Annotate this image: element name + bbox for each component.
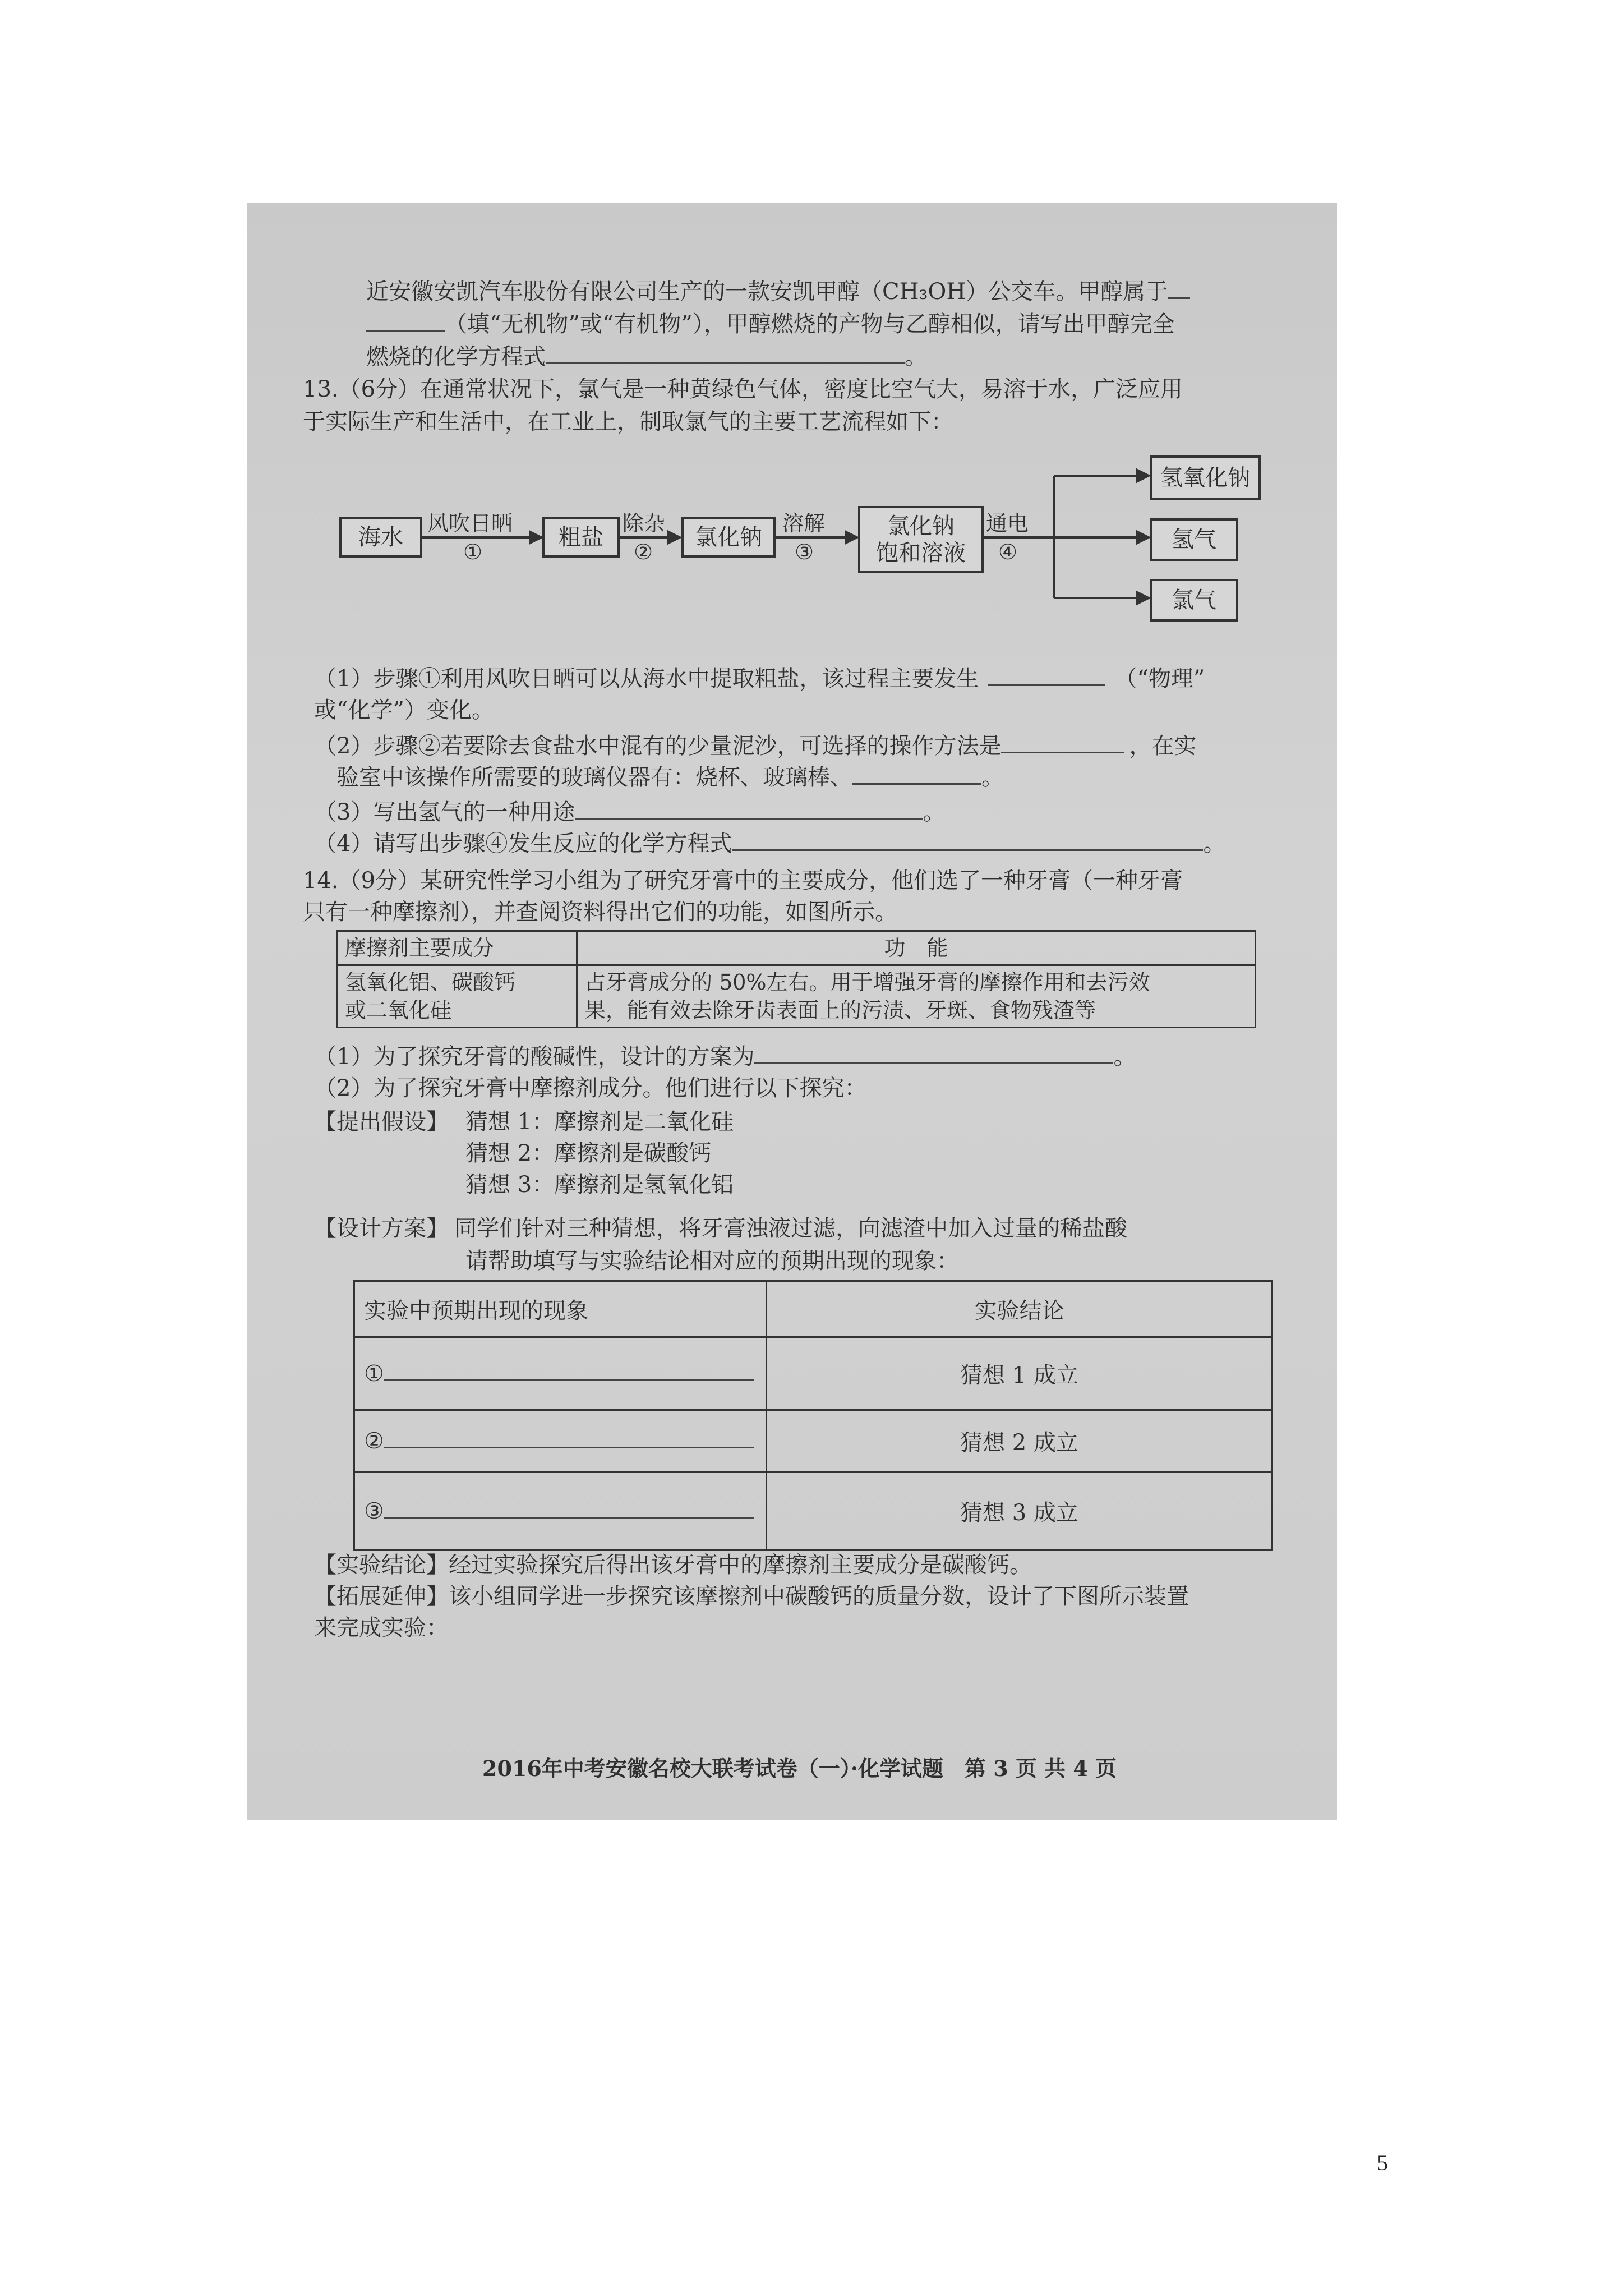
exam-footer: 2016年中考安徽名校大联考试卷（一）·化学试题 第 3 页 共 4 页 — [482, 1756, 1117, 1781]
design-tag: 【设计方案】 — [314, 1216, 449, 1241]
table-row — [354, 1472, 1272, 1550]
page-number: 5 — [1377, 2150, 1388, 2175]
q12-line2: （填“无机物”或“有机物”），甲醇燃烧的产物与乙醇相似，请写出甲醇完全 — [366, 309, 1175, 340]
q13-intro-1: 13.（6分）在通常状况下，氯气是一种黄绿色气体，密度比空气大，易溶于水，广泛应用 — [303, 376, 1183, 402]
exam-photo — [247, 203, 1337, 1820]
function-line1: 占牙膏成分的 50%左右。用于增强牙膏的摩擦作用和去污效 — [584, 970, 1150, 995]
q14-part2: （2）为了探究牙膏中摩擦剂成分。他们进行以下探究： — [314, 1075, 867, 1101]
flow-step3-num: ③ — [795, 540, 814, 564]
flow-box-chlorine: 氯气 — [1150, 579, 1238, 622]
flow-box-crude-salt: 粗盐 — [542, 517, 620, 558]
q13-part1: （1）步骤①利用风吹日晒可以从海水中提取粗盐，该过程主要发生 （“物理” — [314, 666, 1205, 692]
flow-step4-label: 通电 — [986, 511, 1029, 536]
q12-line1: 近安徽安凯汽车股份有限公司生产的一款安凯甲醇（CH₃OH）公交车。甲醇属于 — [366, 276, 1190, 307]
q14-part1: （1）为了探究牙膏的酸碱性，设计的方案为 。 — [314, 1044, 1136, 1070]
hypothesis-tag: 【提出假设】 — [314, 1109, 449, 1135]
function-line2: 果，能有效去除牙齿表面上的污渍、牙斑、食物残渣等 — [584, 998, 1096, 1023]
flow-box-seawater: 海水 — [339, 517, 422, 558]
experiment-table — [353, 1280, 1273, 1551]
q13-part4: （4）请写出步骤④发生反应的化学方程式 。 — [314, 831, 1226, 857]
q14-intro-1: 14.（9分）某研究性学习小组为了研究牙膏中的主要成分，他们选了一种牙膏（一种牙膏 — [303, 868, 1183, 894]
q13-part1-cont: 或“化学”）变化。 — [314, 697, 494, 723]
flow-box-nacl: 氯化钠 — [681, 517, 776, 558]
q13-part2-cont: 验室中该操作所需要的玻璃仪器有：烧杯、玻璃棒、 。 — [336, 765, 1004, 790]
exp-header-conclusion: 实验结论 — [767, 1281, 1272, 1337]
saturated-line2: 饱和溶液 — [876, 540, 966, 566]
hypothesis-3: 猜想 3：摩擦剂是氢氧化铝 — [465, 1172, 734, 1198]
saturated-line1: 氯化钠 — [887, 513, 955, 539]
exp-phenomenon-cell: ③ — [354, 1472, 767, 1550]
design-line1: 同学们针对三种猜想，将牙膏浊液过滤，向滤渣中加入过量的稀盐酸 — [454, 1216, 1127, 1241]
design-line2: 请帮助填写与实验结论相对应的预期出现的现象： — [465, 1248, 959, 1274]
flow-step1-label: 风吹日晒 — [427, 511, 513, 536]
flow-box-saturated-solution — [858, 506, 984, 573]
conclusion-line: 【实验结论】经过实验探究后得出该牙膏中的摩擦剂主要成分是碳酸钙。 — [314, 1552, 1032, 1578]
hypothesis-2: 猜想 2：摩擦剂是碳酸钙 — [465, 1140, 712, 1166]
flow-step1-num: ① — [463, 540, 483, 564]
func-header-component: 摩擦剂主要成分 — [338, 931, 577, 965]
flow-step2-label: 除杂 — [623, 511, 666, 536]
table-row — [354, 1410, 1272, 1472]
q13-intro-2: 于实际生产和生活中，在工业上，制取氯气的主要工艺流程如下： — [303, 409, 953, 435]
flow-box-naoh: 氢氧化钠 — [1150, 455, 1261, 500]
flow-box-hydrogen: 氢气 — [1150, 518, 1238, 561]
q14-intro-2: 只有一种摩擦剂），并查阅资料得出它们的功能，如图所示。 — [303, 899, 897, 925]
component-line2: 或二氧化硅 — [345, 998, 452, 1023]
q13-part2: （2）步骤②若要除去食盐水中混有的少量泥沙，可选择的操作方法是 ，在实 — [314, 733, 1197, 759]
q13-part3: （3）写出氢气的一种用途 。 — [314, 799, 946, 825]
exp-phenomenon-cell: ① — [354, 1337, 767, 1410]
component-line1: 氢氧化铝、碳酸钙 — [345, 970, 516, 995]
flow-step4-num: ④ — [998, 540, 1018, 564]
func-header-function: 功 能 — [577, 931, 1256, 965]
extension-line1: 【拓展延伸】该小组同学进一步探究该摩擦剂中碳酸钙的质量分数，设计了下图所示装置 — [314, 1584, 1189, 1609]
exp-conclusion-cell: 猜想 1 成立 — [767, 1337, 1272, 1410]
flow-step3-label: 溶解 — [782, 511, 826, 536]
abrasive-function-table — [336, 930, 1256, 1028]
func-cell-function — [577, 965, 1256, 1028]
exp-header-phenomenon: 实验中预期出现的现象 — [354, 1281, 767, 1337]
flow-step2-num: ② — [634, 540, 653, 564]
extension-line2: 来完成实验： — [314, 1615, 449, 1641]
exp-conclusion-cell: 猜想 2 成立 — [767, 1410, 1272, 1472]
hypothesis-1: 猜想 1：摩擦剂是二氧化硅 — [465, 1109, 734, 1135]
q12-line3: 燃烧的化学方程式 。 — [366, 344, 927, 370]
table-row — [354, 1337, 1272, 1410]
exp-conclusion-cell: 猜想 3 成立 — [767, 1472, 1272, 1550]
exp-phenomenon-cell: ② — [354, 1410, 767, 1472]
func-cell-component — [338, 965, 577, 1028]
